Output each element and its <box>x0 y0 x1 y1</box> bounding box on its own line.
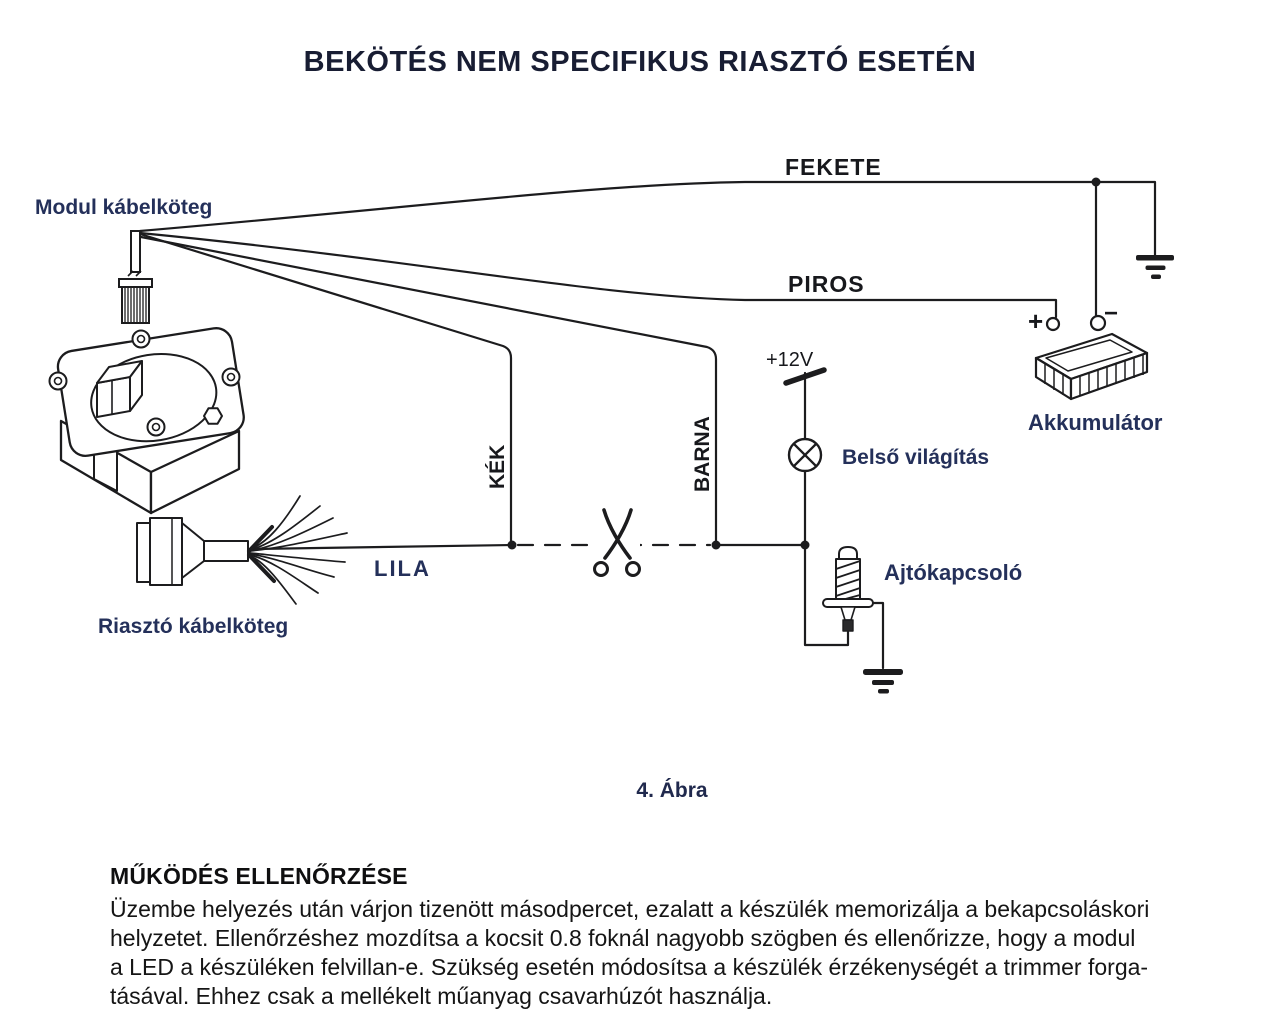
label-supply-12v: +12V <box>766 349 814 371</box>
lamp-icon <box>789 439 821 471</box>
body-line: a LED a készüléken felvillan-e. Szükség esetén módosítsa a készülék érzékenységét a trimmer forga- <box>110 954 1149 980</box>
label-battery-minus: − <box>1104 300 1119 327</box>
junction-dot <box>712 541 721 550</box>
ground-icon <box>1136 255 1174 279</box>
wire-black-path <box>140 182 1155 256</box>
figure-caption: 4. Ábra <box>636 779 708 802</box>
label-wire-brown: BARNA <box>691 416 714 492</box>
operation-check-section <box>110 863 1240 1011</box>
label-wire-red: PIROS <box>788 271 865 297</box>
label-interior-light: Belső világítás <box>842 446 990 469</box>
battery-icon <box>1036 316 1147 399</box>
junction-dot <box>801 541 810 550</box>
label-battery-plus: + <box>1028 306 1044 336</box>
page-title: BEKÖTÉS NEM SPECIFIKUS RIASZTÓ ESETÉN <box>303 46 977 78</box>
door-switch-icon <box>823 547 873 631</box>
wire-red-path <box>140 233 1056 317</box>
battery-plus-terminal <box>1047 318 1059 330</box>
label-wire-black: FEKETE <box>785 154 882 180</box>
label-module-harness: Modul kábelköteg <box>35 196 213 219</box>
battery-minus-terminal <box>1091 316 1105 330</box>
body-line: Üzembe helyezés után várjon tizenött másodpercet, ezalatt a készülék memorizálja a bekapcsoláskori <box>110 896 1150 922</box>
section-heading: MŰKÖDÉS ELLENŐRZÉSE <box>110 863 408 889</box>
body-line: tásával. Ehhez csak a mellékelt műanyag csavarhúzót használja. <box>110 983 773 1009</box>
label-wire-blue: KÉK <box>486 444 509 489</box>
label-alarm-harness: Riasztó kábelköteg <box>98 615 289 638</box>
door-switch-ground-wire <box>872 603 883 668</box>
wire-purple-left <box>252 545 512 549</box>
ground-icon <box>863 669 903 694</box>
label-door-switch: Ajtókapcsoló <box>884 560 1023 585</box>
wires <box>140 182 1155 668</box>
label-battery: Akkumulátor <box>1028 410 1163 435</box>
module-connector <box>119 231 152 323</box>
junction-dot <box>1092 178 1101 187</box>
label-wire-purple: LILA <box>374 556 431 581</box>
junction-dot <box>508 541 517 550</box>
body-line: helyzetet. Ellenőrzéshez mozdítsa a kocsit 0.8 foknál nagyobb szögben és ellenőrizze, hogy a modul <box>110 925 1136 951</box>
alarm-connector <box>137 518 248 585</box>
module-device <box>50 326 247 513</box>
alarm-wire-fan <box>249 496 347 604</box>
